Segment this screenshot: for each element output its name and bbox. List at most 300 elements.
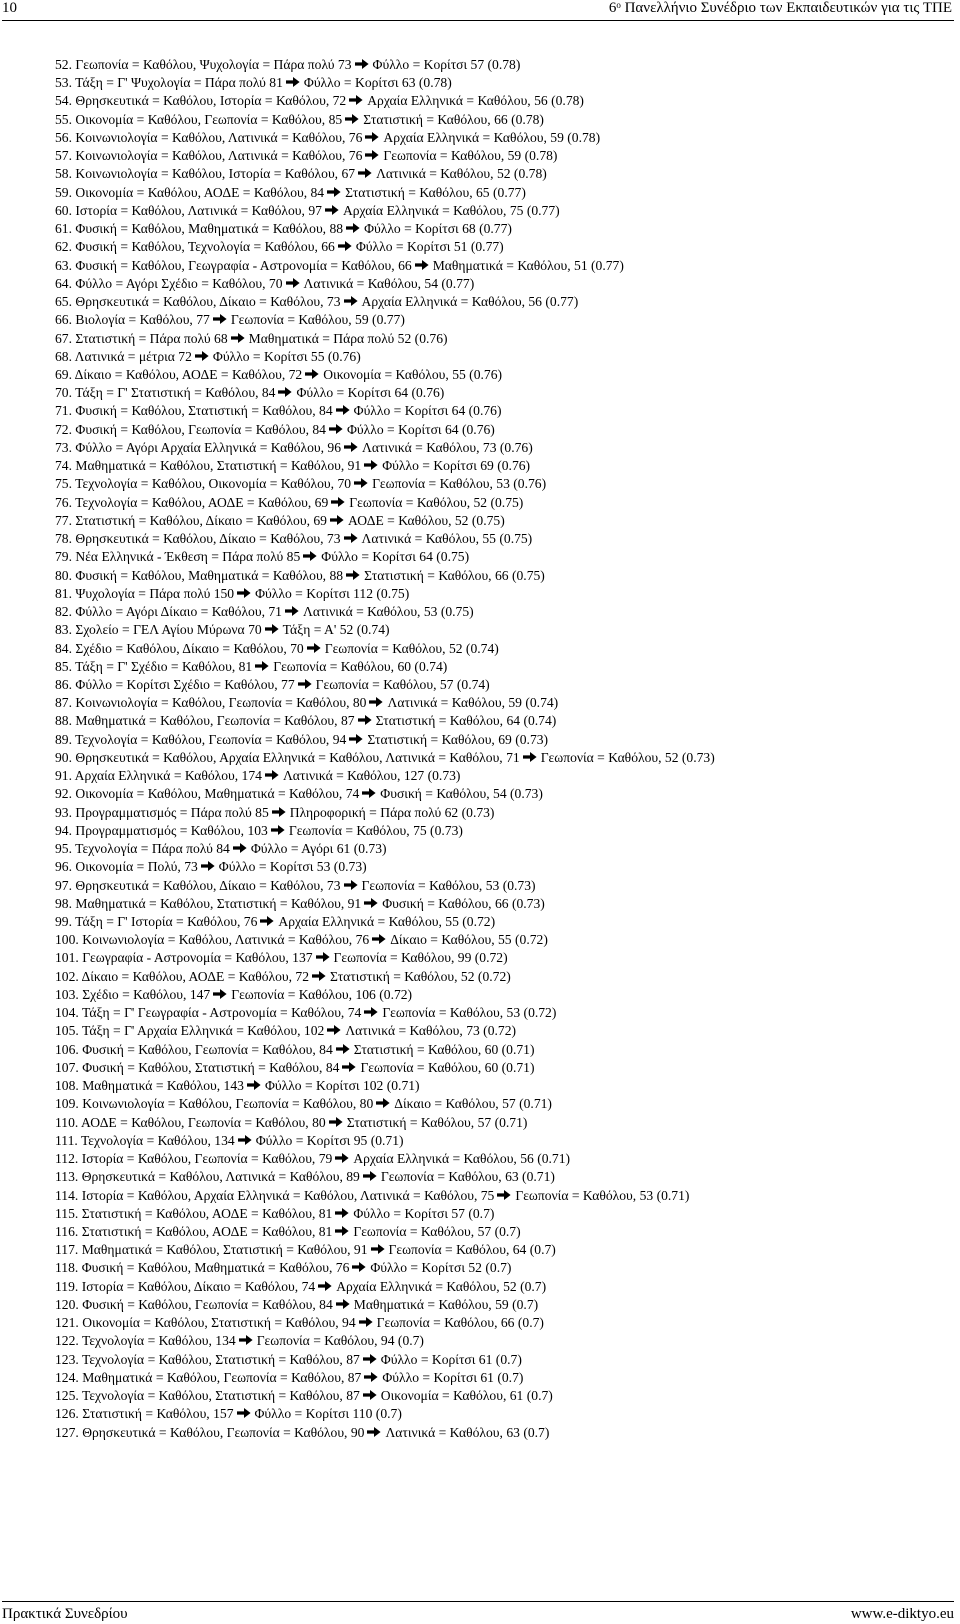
rule-consequent: Στατιστική = Καθόλου, 66 (0.78) (363, 111, 544, 127)
rule-antecedent: Θρησκευτικά = Καθόλου, Ιστορία = Καθόλου, 72 (75, 93, 347, 109)
rule-number: 113. (55, 1169, 79, 1185)
rule-number: 90. (55, 749, 72, 765)
list-item (55, 402, 955, 420)
list-item (55, 749, 955, 767)
list-item (55, 238, 955, 256)
rule-antecedent: Τεχνολογία = Καθόλου, Στατιστική = Καθόλου, 87 (81, 1388, 360, 1404)
rule-number: 96. (55, 859, 72, 875)
arrow-right-icon (349, 732, 363, 744)
arrow-right-icon (364, 1005, 378, 1017)
list-item (55, 530, 955, 548)
rule-antecedent: Οικονομία = Καθόλου, Μαθηματικά = Καθόλου, 74 (75, 786, 360, 802)
rule-consequent: Φύλλο = Κορίτσι 57 (0.78) (372, 57, 521, 72)
list-item (55, 785, 955, 803)
rule-antecedent: Στατιστική = Καθόλου, ΑΟΔΕ = Καθόλου, 81 (81, 1205, 333, 1221)
arrow-right-icon (247, 1078, 261, 1090)
rule-consequent: Πληροφορική = Πάρα πολύ 62 (0.73) (289, 804, 495, 820)
rule-consequent: Λατινικά = Καθόλου, 54 (0.77) (303, 275, 475, 291)
rule-number: 70. (55, 385, 72, 401)
rule-consequent: Στατιστική = Καθόλου, 64 (0.74) (375, 713, 557, 729)
rule-antecedent: Κοινωνιολογία = Καθόλου, Λατινικά = Καθόλου, 76 (75, 148, 363, 164)
running-title-number: 6 (608, 0, 617, 16)
rule-consequent: Φύλλο = Κορίτσι 55 (0.76) (212, 348, 361, 364)
rule-antecedent: Οικονομία = Καθόλου, ΑΟΔΕ = Καθόλου, 84 (75, 184, 325, 200)
rule-number: 98. (55, 895, 72, 911)
rule-antecedent: Φύλλο = Κορίτσι Σχέδιο = Καθόλου, 77 (75, 676, 295, 692)
rule-number: 54. (55, 93, 72, 109)
list-item (55, 585, 955, 603)
list-item (55, 147, 955, 165)
list-item (55, 421, 955, 439)
rule-consequent: Μαθηματικά = Καθόλου, 51 (0.77) (432, 257, 624, 273)
rule-consequent: Λατινικά = Καθόλου, 55 (0.75) (361, 531, 533, 547)
arrow-right-icon (195, 349, 209, 361)
rule-antecedent: Νέα Ελληνικά - Έκθεση = Πάρα πολύ 85 (75, 549, 301, 565)
list-item (55, 1022, 955, 1040)
rule-consequent: Αρχαία Ελληνικά = Καθόλου, 55 (0.72) (278, 914, 496, 930)
rule-number: 85. (55, 658, 72, 674)
rule-consequent: ΑΟΔΕ = Καθόλου, 52 (0.75) (347, 512, 505, 528)
rule-consequent: Οικονομία = Καθόλου, 55 (0.76) (323, 366, 503, 382)
rule-antecedent: Φυσική = Καθόλου, Μαθηματικά = Καθόλου, 76 (81, 1260, 350, 1276)
rule-antecedent: ΑΟΔΕ = Καθόλου, Γεωπονία = Καθόλου, 80 (80, 1114, 326, 1130)
arrow-right-icon (330, 513, 344, 525)
list-item (55, 1187, 955, 1205)
rule-number: 77. (55, 512, 72, 528)
arrow-right-icon (335, 1224, 349, 1236)
list-item (55, 220, 955, 238)
arrow-right-icon (231, 331, 245, 343)
rule-consequent: Αρχαία Ελληνικά = Καθόλου, 56 (0.78) (367, 93, 584, 109)
list-item (55, 293, 955, 311)
rule-consequent: Δίκαιο = Καθόλου, 55 (0.72) (390, 932, 548, 948)
arrow-right-icon (369, 695, 383, 707)
rule-antecedent: Στατιστική = Καθόλου, Δίκαιο = Καθόλου, 69 (75, 512, 327, 528)
running-title-ordinal: ο (616, 0, 621, 10)
rule-antecedent: Γεωγραφία - Αστρονομία = Καθόλου, 137 (82, 950, 313, 966)
arrow-right-icon (363, 1388, 377, 1400)
rule-antecedent: Τεχνολογία = Καθόλου, 134 (81, 1333, 236, 1349)
rule-antecedent: Φυσική = Καθόλου, Γεωπονία = Καθόλου, 84 (82, 1296, 333, 1312)
arrow-right-icon (265, 622, 279, 634)
rule-number: 76. (55, 494, 72, 510)
rule-number: 61. (55, 221, 72, 237)
arrow-right-icon (327, 1023, 341, 1035)
rule-number: 118. (55, 1260, 79, 1276)
rule-consequent: Γεωπονία = Καθόλου, 52 (0.74) (324, 640, 499, 656)
arrow-right-icon (364, 1370, 378, 1382)
list-item (55, 712, 955, 730)
list-item (55, 767, 955, 785)
rule-number: 111. (55, 1132, 78, 1148)
rule-antecedent: Προγραμματισμός = Πάρα πολύ 85 (75, 804, 269, 820)
arrow-right-icon (285, 604, 299, 616)
rule-antecedent: Φύλλο = Αγόρι Αρχαία Ελληνικά = Καθόλου, 96 (75, 439, 342, 455)
list-item (55, 1405, 955, 1423)
rule-consequent: Γεωπονία = Καθόλου, 94 (0.7) (256, 1333, 424, 1349)
rule-number: 83. (55, 622, 72, 638)
rule-antecedent: Φυσική = Καθόλου, Στατιστική = Καθόλου, 84 (82, 1059, 340, 1075)
rule-antecedent: Δίκαιο = Καθόλου, ΑΟΔΕ = Καθόλου, 72 (81, 968, 310, 984)
rule-number: 112. (55, 1151, 79, 1167)
rule-consequent: Στατιστική = Καθόλου, 69 (0.73) (367, 731, 549, 747)
arrow-right-icon (265, 768, 279, 780)
list-item (55, 512, 955, 530)
rule-consequent: Γεωπονία = Καθόλου, 66 (0.7) (376, 1315, 544, 1331)
rule-consequent: Λατινικά = Καθόλου, 73 (0.72) (345, 1023, 517, 1039)
rule-number: 86. (55, 676, 72, 692)
rule-number: 57. (55, 148, 72, 164)
arrow-right-icon (325, 203, 339, 215)
rule-antecedent: Θρησκευτικά = Καθόλου, Γεωπονία = Καθόλου, 90 (82, 1424, 365, 1440)
arrow-right-icon (327, 185, 341, 197)
rule-number: 94. (55, 822, 72, 838)
arrow-right-icon (415, 258, 429, 270)
rule-antecedent: Τάξη = Γ' Στατιστική = Καθόλου, 84 (75, 385, 276, 401)
rule-consequent: Γεωπονία = Καθόλου, 57 (0.7) (353, 1224, 521, 1239)
rule-antecedent: Σχολείο = ΓΕΛ Αγίου Μύρωνα 70 (75, 622, 262, 638)
arrow-right-icon (213, 312, 227, 324)
rule-number: 105. (55, 1023, 79, 1039)
arrow-right-icon (344, 878, 358, 890)
arrow-right-icon (213, 987, 227, 999)
arrow-right-icon (344, 294, 358, 306)
list-item (55, 348, 955, 366)
rule-consequent: Αρχαία Ελληνικά = Καθόλου, 52 (0.7) (336, 1278, 547, 1294)
arrow-right-icon (336, 1042, 350, 1054)
rule-number: 88. (55, 713, 72, 729)
footer-proceedings: Πρακτικά Συνεδρίου (2, 1606, 128, 1622)
rule-number: 91. (55, 768, 72, 784)
list-item (55, 694, 955, 712)
list-item (55, 840, 955, 858)
list-item (55, 1332, 955, 1350)
list-item (55, 1314, 955, 1332)
rule-number: 56. (55, 129, 72, 145)
arrow-right-icon (307, 641, 321, 653)
rule-antecedent: Προγραμματισμός = Καθόλου, 103 (75, 822, 268, 838)
rule-consequent: Γεωπονία = Καθόλου, 53 (0.76) (372, 476, 547, 492)
rule-number: 104. (55, 1005, 79, 1021)
list-item (55, 676, 955, 694)
rule-antecedent: Τάξη = Γ' Αρχαία Ελληνικά = Καθόλου, 102 (81, 1023, 325, 1039)
rule-consequent: Λατινικά = Καθόλου, 52 (0.78) (376, 166, 547, 182)
rule-antecedent: Φυσική = Καθόλου, Στατιστική = Καθόλου, 84 (75, 403, 333, 419)
arrow-right-icon (359, 1315, 373, 1327)
rule-consequent: Φυσική = Καθόλου, 66 (0.73) (382, 895, 545, 911)
rule-antecedent: Βιολογία = Καθόλου, 77 (75, 312, 210, 328)
rule-consequent: Φύλλο = Κορίτσι 53 (0.73) (218, 859, 367, 875)
list-item (55, 931, 955, 949)
list-item (55, 640, 955, 658)
arrow-right-icon (349, 93, 363, 105)
arrow-right-icon (376, 1096, 390, 1108)
list-item (55, 658, 955, 676)
list-item (55, 858, 955, 876)
rule-number: 125. (55, 1388, 79, 1404)
rule-antecedent: Λατινικά = μέτρια 72 (74, 348, 192, 364)
rule-antecedent: Τάξη = Γ' Γεωγραφία - Αστρονομία = Καθόλου, 74 (81, 1005, 362, 1021)
rule-number: 82. (55, 604, 72, 620)
rule-number: 79. (55, 549, 72, 565)
rule-consequent: Λατινικά = Καθόλου, 127 (0.73) (282, 768, 461, 784)
rule-consequent: Φύλλο = Κορίτσι 110 (0.7) (254, 1406, 402, 1422)
arrow-right-icon (358, 166, 372, 178)
rule-number: 73. (55, 439, 72, 455)
arrow-right-icon (345, 112, 359, 124)
arrow-right-icon (523, 750, 537, 762)
list-item (55, 548, 955, 566)
rule-number: 102. (55, 968, 79, 984)
rule-antecedent: Αρχαία Ελληνικά = Καθόλου, 174 (74, 768, 262, 784)
rule-consequent: Φύλλο = Κορίτσι 61 (0.7) (380, 1351, 522, 1367)
list-item (55, 1004, 955, 1022)
rule-number: 64. (55, 275, 72, 291)
arrow-right-icon (271, 823, 285, 835)
rule-consequent: Γεωπονία = Καθόλου, 59 (0.78) (383, 148, 558, 164)
arrow-right-icon (237, 1406, 251, 1418)
rule-antecedent: Θρησκευτικά = Καθόλου, Λατινικά = Καθόλου, 89 (81, 1169, 360, 1185)
rule-consequent: Γεωπονία = Καθόλου, 75 (0.73) (288, 822, 463, 838)
list-item (55, 1168, 955, 1186)
arrow-right-icon (364, 458, 378, 470)
rule-antecedent: Γεωπονία = Καθόλου, Ψυχολογία = Πάρα πολύ 73 (75, 57, 352, 72)
rule-antecedent: Ψυχολογία = Πάρα πολύ 150 (75, 585, 235, 601)
rule-antecedent: Μαθηματικά = Καθόλου, Γεωπονία = Καθόλου, 87 (82, 1369, 362, 1385)
arrow-right-icon (367, 1425, 381, 1437)
list-item (55, 275, 955, 293)
arrow-right-icon (365, 130, 379, 142)
arrow-right-icon (255, 659, 269, 671)
rule-number: 69. (55, 366, 72, 382)
rule-antecedent: Σχέδιο = Καθόλου, 147 (82, 986, 211, 1002)
rule-antecedent: Φυσική = Καθόλου, Γεωπονία = Καθόλου, 84 (75, 421, 326, 437)
rule-antecedent: Μαθηματικά = Καθόλου, Στατιστική = Καθόλου, 91 (75, 458, 362, 474)
rule-antecedent: Φυσική = Καθόλου, Τεχνολογία = Καθόλου, 66 (75, 239, 335, 255)
list-item (55, 494, 955, 512)
rule-number: 78. (55, 531, 72, 547)
rule-consequent: Φύλλο = Κορίτσι 63 (0.78) (303, 75, 452, 91)
rule-antecedent: Μαθηματικά = Καθόλου, Γεωπονία = Καθόλου, 87 (75, 713, 355, 729)
rule-consequent: Γεωπονία = Καθόλου, 53 (0.73) (361, 877, 536, 893)
arrow-right-icon (363, 1169, 377, 1181)
rule-antecedent: Κοινωνιολογία = Καθόλου, Γεωπονία = Καθόλου, 80 (75, 695, 367, 711)
rule-antecedent: Στατιστική = Πάρα πολύ 68 (75, 330, 228, 346)
arrow-right-icon (363, 1352, 377, 1364)
arrow-right-icon (342, 1060, 356, 1072)
list-item (55, 1114, 955, 1132)
rule-antecedent: Φυσική = Καθόλου, Γεωπονία = Καθόλου, 84 (82, 1041, 333, 1057)
arrow-right-icon (237, 586, 251, 598)
rule-consequent: Φύλλο = Κορίτσι 69 (0.76) (382, 458, 531, 474)
rule-consequent: Στατιστική = Καθόλου, 57 (0.71) (346, 1114, 528, 1130)
list-item (55, 1296, 955, 1314)
rule-consequent: Φύλλο = Κορίτσι 68 (0.77) (364, 221, 512, 237)
rule-number: 55. (55, 111, 72, 127)
arrow-right-icon (335, 1151, 349, 1163)
rule-antecedent: Θρησκευτικά = Καθόλου, Αρχαία Ελληνικά = Καθόλου, Λατινικά = Καθόλου, 71 (75, 749, 520, 765)
rule-antecedent: Τεχνολογία = Καθόλου, Οικονομία = Καθόλου, 70 (75, 476, 352, 492)
rule-number: 75. (55, 476, 72, 492)
rule-antecedent: Στατιστική = Καθόλου, ΑΟΔΕ = Καθόλου, 81 (81, 1224, 333, 1239)
list-item (55, 621, 955, 639)
list-item (55, 129, 955, 147)
arrow-right-icon (331, 495, 345, 507)
rule-antecedent: Τεχνολογία = Καθόλου, Στατιστική = Καθόλου, 87 (81, 1351, 360, 1367)
list-item (55, 74, 955, 92)
rule-antecedent: Στατιστική = Καθόλου, 157 (82, 1406, 234, 1422)
rule-antecedent: Οικονομία = Καθόλου, Στατιστική = Καθόλου, 94 (82, 1315, 356, 1331)
rule-antecedent: Φυσική = Καθόλου, Γεωγραφία - Αστρονομία = Καθόλου, 66 (75, 257, 412, 273)
rule-number: 103. (55, 986, 79, 1002)
rule-antecedent: Φυσική = Καθόλου, Μαθηματικά = Καθόλου, 88 (75, 221, 344, 237)
rule-consequent: Μαθηματικά = Καθόλου, 59 (0.7) (353, 1296, 539, 1312)
arrow-right-icon (233, 841, 247, 853)
arrow-right-icon (344, 531, 358, 543)
rule-consequent: Λατινικά = Καθόλου, 53 (0.75) (302, 604, 474, 620)
page-number: 10 (2, 0, 17, 16)
rule-number: 120. (55, 1296, 79, 1312)
rule-number: 68. (55, 348, 72, 364)
arrow-right-icon (371, 1242, 385, 1254)
list-item (55, 603, 955, 621)
rule-number: 93. (55, 804, 72, 820)
rule-number: 95. (55, 841, 72, 857)
rule-antecedent: Κοινωνιολογία = Καθόλου, Ιστορία = Καθόλου, 67 (75, 166, 356, 182)
rule-consequent: Λατινικά = Καθόλου, 73 (0.76) (362, 439, 533, 455)
arrow-right-icon (272, 805, 286, 817)
rule-consequent: Αρχαία Ελληνικά = Καθόλου, 59 (0.78) (383, 129, 601, 145)
rule-antecedent: Ιστορία = Καθόλου, Δίκαιο = Καθόλου, 74 (81, 1278, 316, 1294)
list-item (55, 1278, 955, 1296)
rule-number: 59. (55, 184, 72, 200)
rule-number: 108. (55, 1078, 79, 1094)
list-item (55, 1259, 955, 1277)
arrow-right-icon (352, 1260, 366, 1272)
rule-consequent: Φύλλο = Κορίτσι 64 (0.76) (346, 421, 495, 437)
rule-number: 60. (55, 202, 72, 218)
list-item (55, 1351, 955, 1369)
list-item (55, 184, 955, 202)
list-item (55, 92, 955, 110)
rule-consequent: Λατινικά = Καθόλου, 63 (0.7) (385, 1424, 550, 1440)
rule-number: 87. (55, 695, 72, 711)
rule-number: 123. (55, 1351, 79, 1367)
list-item (55, 1205, 955, 1223)
arrow-right-icon (318, 1279, 332, 1291)
rule-consequent: Μαθηματικά = Πάρα πολύ 52 (0.76) (248, 330, 448, 346)
rule-number: 52. (55, 57, 72, 72)
rule-antecedent: Κοινωνιολογία = Καθόλου, Λατινικά = Καθόλου, 76 (82, 932, 370, 948)
rule-number: 66. (55, 312, 72, 328)
arrow-right-icon (303, 549, 317, 561)
rule-number: 127. (55, 1424, 79, 1440)
rule-consequent: Αρχαία Ελληνικά = Καθόλου, 56 (0.77) (361, 294, 579, 310)
rule-consequent: Γεωπονία = Καθόλου, 64 (0.7) (388, 1242, 556, 1258)
list-item (55, 311, 955, 329)
rule-consequent: Φύλλο = Κορίτσι 51 (0.77) (355, 239, 504, 255)
running-title (609, 0, 952, 16)
rule-consequent: Φυσική = Καθόλου, 54 (0.73) (380, 786, 543, 802)
rule-antecedent: Τάξη = Γ' Ιστορία = Καθόλου, 76 (75, 914, 258, 930)
rule-antecedent: Φύλλο = Αγόρι Σχέδιο = Καθόλου, 70 (75, 275, 283, 291)
list-item (55, 986, 955, 1004)
rule-antecedent: Μαθηματικά = Καθόλου, Στατιστική = Καθόλου, 91 (81, 1242, 368, 1258)
rule-consequent: Στατιστική = Καθόλου, 52 (0.72) (330, 968, 511, 984)
rule-antecedent: Ιστορία = Καθόλου, Λατινικά = Καθόλου, 97 (75, 202, 322, 218)
rule-consequent: Στατιστική = Καθόλου, 60 (0.71) (353, 1041, 535, 1057)
rule-consequent: Αρχαία Ελληνικά = Καθόλου, 75 (0.77) (342, 202, 560, 218)
rule-consequent: Φύλλο = Κορίτσι 95 (0.71) (255, 1132, 404, 1148)
arrow-right-icon (312, 969, 326, 981)
rule-antecedent: Τεχνολογία = Καθόλου, Γεωπονία = Καθόλου, 94 (75, 731, 347, 747)
rule-consequent: Φύλλο = Κορίτσι 52 (0.7) (370, 1260, 512, 1276)
rule-antecedent: Τάξη = Γ' Ψυχολογία = Πάρα πολύ 81 (75, 75, 283, 91)
rule-antecedent: Φυσική = Καθόλου, Μαθηματικά = Καθόλου, 88 (75, 567, 344, 583)
list-item (55, 1077, 955, 1095)
rule-number: 62. (55, 239, 72, 255)
list-item (55, 202, 955, 220)
rule-consequent: Φύλλο = Κορίτσι 64 (0.75) (321, 549, 470, 565)
list-item (55, 257, 955, 275)
list-item (55, 804, 955, 822)
rule-number: 81. (55, 585, 72, 601)
rule-consequent: Φύλλο = Κορίτσι 112 (0.75) (255, 585, 410, 601)
rule-antecedent: Σχέδιο = Καθόλου, Δίκαιο = Καθόλου, 70 (75, 640, 304, 656)
rule-consequent: Γεωπονία = Καθόλου, 106 (0.72) (231, 986, 413, 1002)
rule-consequent: Γεωπονία = Καθόλου, 53 (0.72) (382, 1005, 557, 1021)
arrow-right-icon (286, 75, 300, 87)
rule-number: 115. (55, 1205, 79, 1221)
arrow-right-icon (362, 786, 376, 798)
arrow-right-icon (497, 1188, 511, 1200)
arrow-right-icon (201, 859, 215, 871)
list-item (55, 1132, 955, 1150)
list-item (55, 731, 955, 749)
list-item (55, 366, 955, 384)
arrow-right-icon (364, 896, 378, 908)
page-footer (2, 1601, 954, 1624)
rule-antecedent: Οικονομία = Καθόλου, Γεωπονία = Καθόλου, 85 (75, 111, 343, 127)
list-item (55, 1150, 955, 1168)
arrow-right-icon (329, 1115, 343, 1127)
rule-antecedent: Θρησκευτικά = Καθόλου, Δίκαιο = Καθόλου, 73 (75, 531, 341, 547)
rule-consequent: Στατιστική = Καθόλου, 66 (0.75) (364, 567, 545, 583)
list-item (55, 1095, 955, 1113)
list-item (55, 1241, 955, 1259)
rule-number: 65. (55, 294, 72, 310)
rule-antecedent: Μαθηματικά = Καθόλου, Στατιστική = Καθόλου, 91 (75, 895, 362, 911)
arrow-right-icon (365, 148, 379, 160)
rule-consequent: Αρχαία Ελληνικά = Καθόλου, 56 (0.71) (353, 1151, 571, 1167)
arrow-right-icon (338, 239, 352, 251)
arrow-right-icon (346, 221, 360, 233)
rule-antecedent: Φύλλο = Αγόρι Δίκαιο = Καθόλου, 71 (75, 604, 282, 620)
arrow-right-icon (335, 1206, 349, 1218)
rule-number: 109. (55, 1096, 79, 1112)
list-item (55, 822, 955, 840)
list-item (55, 913, 955, 931)
rule-number: 72. (55, 421, 72, 437)
rule-antecedent: Θρησκευτικά = Καθόλου, Δίκαιο = Καθόλου, 73 (75, 294, 341, 310)
rule-consequent: Στατιστική = Καθόλου, 65 (0.77) (345, 184, 526, 200)
list-item (55, 457, 955, 475)
list-item (55, 877, 955, 895)
rule-consequent: Δίκαιο = Καθόλου, 57 (0.71) (394, 1096, 552, 1112)
rule-number: 63. (55, 257, 72, 273)
list-item (55, 567, 955, 585)
rule-consequent: Τάξη = Α' 52 (0.74) (282, 622, 390, 638)
